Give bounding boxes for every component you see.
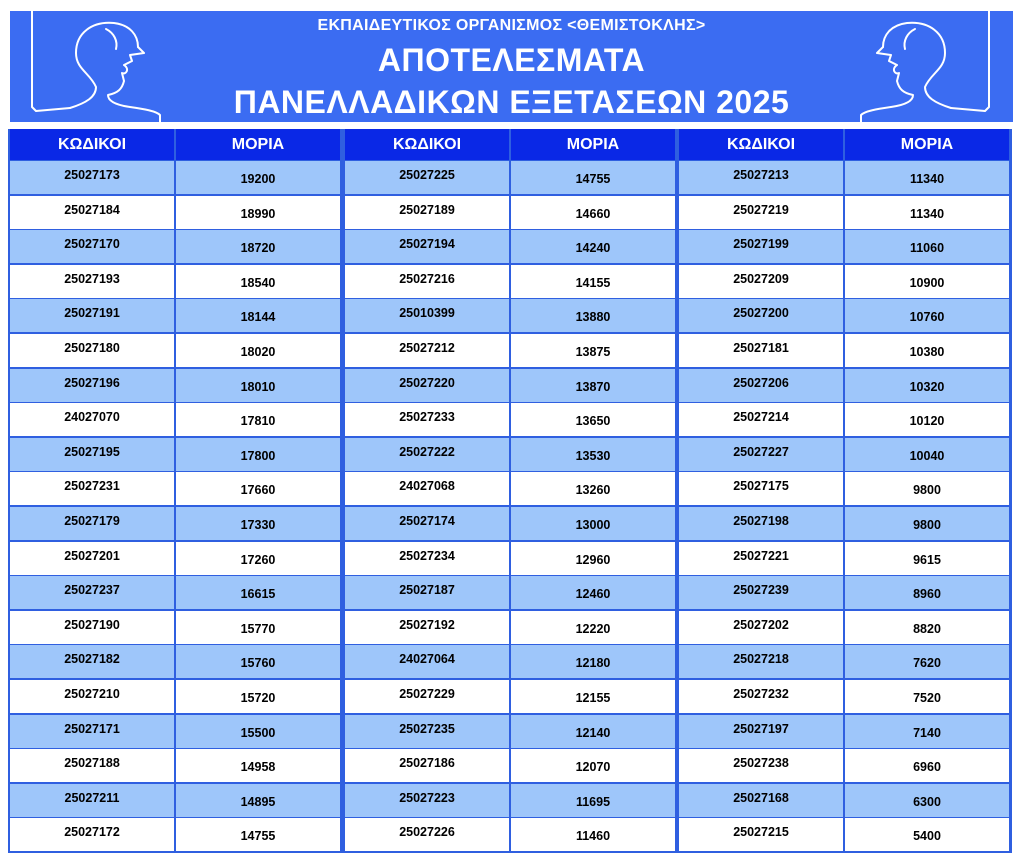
- candidate-code-cell: 25027189: [345, 196, 509, 229]
- points-cell: 12460: [511, 576, 675, 609]
- candidate-code-cell: 25027206: [679, 369, 843, 402]
- points-cell: 8820: [845, 611, 1009, 644]
- candidate-code-cell: 25027226: [345, 818, 509, 851]
- candidate-code-cell: 25027214: [679, 403, 843, 436]
- candidate-code-cell: 25027181: [679, 334, 843, 367]
- points-cell: 6300: [845, 784, 1009, 817]
- candidate-code-cell: 25027199: [679, 230, 843, 263]
- points-cell: 9800: [845, 472, 1009, 505]
- results-block-1: [10, 129, 340, 853]
- candidate-code-cell: 25027200: [679, 299, 843, 332]
- column-header-codes: ΚΩΔΙΚΟΙ: [345, 129, 509, 160]
- candidate-code-cell: 25027193: [10, 265, 174, 298]
- candidate-code-cell: 25027215: [679, 818, 843, 851]
- candidate-code-cell: 24027070: [10, 403, 174, 436]
- points-cell: 12155: [511, 680, 675, 713]
- points-cell: 11460: [511, 818, 675, 851]
- points-cell: 11340: [845, 161, 1009, 194]
- candidate-code-cell: 25027197: [679, 715, 843, 748]
- candidate-code-cell: 25010399: [345, 299, 509, 332]
- points-cell: 17660: [176, 472, 340, 505]
- points-cell: 14755: [176, 818, 340, 851]
- candidate-code-cell: 25027234: [345, 542, 509, 575]
- candidate-code-cell: 25027179: [10, 507, 174, 540]
- candidate-code-cell: 25027174: [345, 507, 509, 540]
- points-cell: 17260: [176, 542, 340, 575]
- candidate-code-cell: 25027237: [10, 576, 174, 609]
- column-header-points: ΜΟΡΙΑ: [511, 129, 675, 160]
- points-cell: 18010: [176, 369, 340, 402]
- points-cell: 7140: [845, 715, 1009, 748]
- points-cell: 12180: [511, 645, 675, 678]
- points-cell: 17800: [176, 438, 340, 471]
- page-title: ΑΠΟΤΕΛΕΣΜΑΤΑ: [377, 42, 646, 78]
- candidate-code-cell: 25027212: [345, 334, 509, 367]
- points-cell: 15720: [176, 680, 340, 713]
- candidate-code-cell: 25027213: [679, 161, 843, 194]
- points-cell: 14240: [511, 230, 675, 263]
- bust-silhouette-icon: [845, 11, 995, 122]
- points-cell: 12220: [511, 611, 675, 644]
- points-column: [845, 129, 1009, 853]
- points-cell: 13880: [511, 299, 675, 332]
- points-cell: 15760: [176, 645, 340, 678]
- points-cell: 9800: [845, 507, 1009, 540]
- points-cell: 14895: [176, 784, 340, 817]
- candidate-code-cell: 25027191: [10, 299, 174, 332]
- results-block-3: [679, 129, 1009, 853]
- column-header-codes: ΚΩΔΙΚΟΙ: [10, 129, 174, 160]
- points-cell: 15500: [176, 715, 340, 748]
- candidate-code-cell: 25027170: [10, 230, 174, 263]
- candidate-code-cell: 25027187: [345, 576, 509, 609]
- column-header-points: ΜΟΡΙΑ: [176, 129, 340, 160]
- points-cell: 12140: [511, 715, 675, 748]
- candidate-code-cell: 25027220: [345, 369, 509, 402]
- points-cell: 18720: [176, 230, 340, 263]
- candidate-code-cell: 25027182: [10, 645, 174, 678]
- points-cell: 8960: [845, 576, 1009, 609]
- points-cell: 14155: [511, 265, 675, 298]
- candidate-code-cell: 25027168: [679, 784, 843, 817]
- points-cell: 18990: [176, 196, 340, 229]
- candidate-code-cell: 25027238: [679, 749, 843, 782]
- candidate-code-cell: 24027068: [345, 472, 509, 505]
- points-cell: 13000: [511, 507, 675, 540]
- candidate-code-cell: 25027222: [345, 438, 509, 471]
- column-header-codes: ΚΩΔΙΚΟΙ: [679, 129, 843, 160]
- points-column: [511, 129, 675, 853]
- candidate-code-cell: 25027195: [10, 438, 174, 471]
- points-cell: 14660: [511, 196, 675, 229]
- candidate-code-cell: 25027202: [679, 611, 843, 644]
- candidate-code-cell: 24027064: [345, 645, 509, 678]
- candidate-code-cell: 25027225: [345, 161, 509, 194]
- candidate-code-cell: 25027223: [345, 784, 509, 817]
- candidate-code-cell: 25027235: [345, 715, 509, 748]
- points-cell: 13870: [511, 369, 675, 402]
- candidate-code-cell: 25027211: [10, 784, 174, 817]
- codes-column: [679, 129, 843, 853]
- codes-column: [345, 129, 509, 853]
- points-cell: 18020: [176, 334, 340, 367]
- results-block-2: [345, 129, 675, 853]
- candidate-code-cell: 25027192: [345, 611, 509, 644]
- candidate-code-cell: 25027186: [345, 749, 509, 782]
- candidate-code-cell: 25027198: [679, 507, 843, 540]
- points-cell: 11340: [845, 196, 1009, 229]
- candidate-code-cell: 25027173: [10, 161, 174, 194]
- points-cell: 18144: [176, 299, 340, 332]
- candidate-code-cell: 25027180: [10, 334, 174, 367]
- points-cell: 10320: [845, 369, 1009, 402]
- points-cell: 10040: [845, 438, 1009, 471]
- points-cell: 7520: [845, 680, 1009, 713]
- points-cell: 11060: [845, 230, 1009, 263]
- points-cell: 13260: [511, 472, 675, 505]
- candidate-code-cell: 25027194: [345, 230, 509, 263]
- points-cell: 9615: [845, 542, 1009, 575]
- candidate-code-cell: 25027184: [10, 196, 174, 229]
- points-cell: 15770: [176, 611, 340, 644]
- candidate-code-cell: 25027210: [10, 680, 174, 713]
- candidate-code-cell: 25027209: [679, 265, 843, 298]
- candidate-code-cell: 25027218: [679, 645, 843, 678]
- points-cell: 10380: [845, 334, 1009, 367]
- column-header-points: ΜΟΡΙΑ: [845, 129, 1009, 160]
- organization-name: ΕΚΠΑΙΔΕΥΤΙΚΟΣ ΟΡΓΑΝΙΣΜΟΣ <ΘΕΜΙΣΤΟΚΛΗΣ>: [317, 17, 706, 34]
- candidate-code-cell: 25027219: [679, 196, 843, 229]
- points-cell: 6960: [845, 749, 1009, 782]
- header-banner: [10, 11, 1013, 122]
- points-cell: 12960: [511, 542, 675, 575]
- points-cell: 5400: [845, 818, 1009, 851]
- points-cell: 13650: [511, 403, 675, 436]
- points-cell: 10900: [845, 265, 1009, 298]
- points-cell: 13875: [511, 334, 675, 367]
- points-cell: 17330: [176, 507, 340, 540]
- candidate-code-cell: 25027232: [679, 680, 843, 713]
- points-cell: 7620: [845, 645, 1009, 678]
- codes-column: [10, 129, 174, 853]
- points-cell: 12070: [511, 749, 675, 782]
- candidate-code-cell: 25027229: [345, 680, 509, 713]
- points-cell: 16615: [176, 576, 340, 609]
- candidate-code-cell: 25027171: [10, 715, 174, 748]
- candidate-code-cell: 25027190: [10, 611, 174, 644]
- points-cell: 14958: [176, 749, 340, 782]
- candidate-code-cell: 25027196: [10, 369, 174, 402]
- points-cell: 13530: [511, 438, 675, 471]
- candidate-code-cell: 25027175: [679, 472, 843, 505]
- candidate-code-cell: 25027172: [10, 818, 174, 851]
- candidate-code-cell: 25027227: [679, 438, 843, 471]
- points-cell: 11695: [511, 784, 675, 817]
- points-cell: 17810: [176, 403, 340, 436]
- candidate-code-cell: 25027231: [10, 472, 174, 505]
- candidate-code-cell: 25027239: [679, 576, 843, 609]
- points-column: [176, 129, 340, 853]
- points-cell: 18540: [176, 265, 340, 298]
- points-cell: 19200: [176, 161, 340, 194]
- candidate-code-cell: 25027233: [345, 403, 509, 436]
- points-cell: 10120: [845, 403, 1009, 436]
- results-table: [8, 129, 1012, 853]
- points-cell: 10760: [845, 299, 1009, 332]
- page-subtitle: ΠΑΝΕΛΛΑΔΙΚΩΝ ΕΞΕΤΑΣΕΩΝ 2025: [233, 84, 790, 120]
- points-cell: 14755: [511, 161, 675, 194]
- candidate-code-cell: 25027188: [10, 749, 174, 782]
- candidate-code-cell: 25027216: [345, 265, 509, 298]
- candidate-code-cell: 25027221: [679, 542, 843, 575]
- candidate-code-cell: 25027201: [10, 542, 174, 575]
